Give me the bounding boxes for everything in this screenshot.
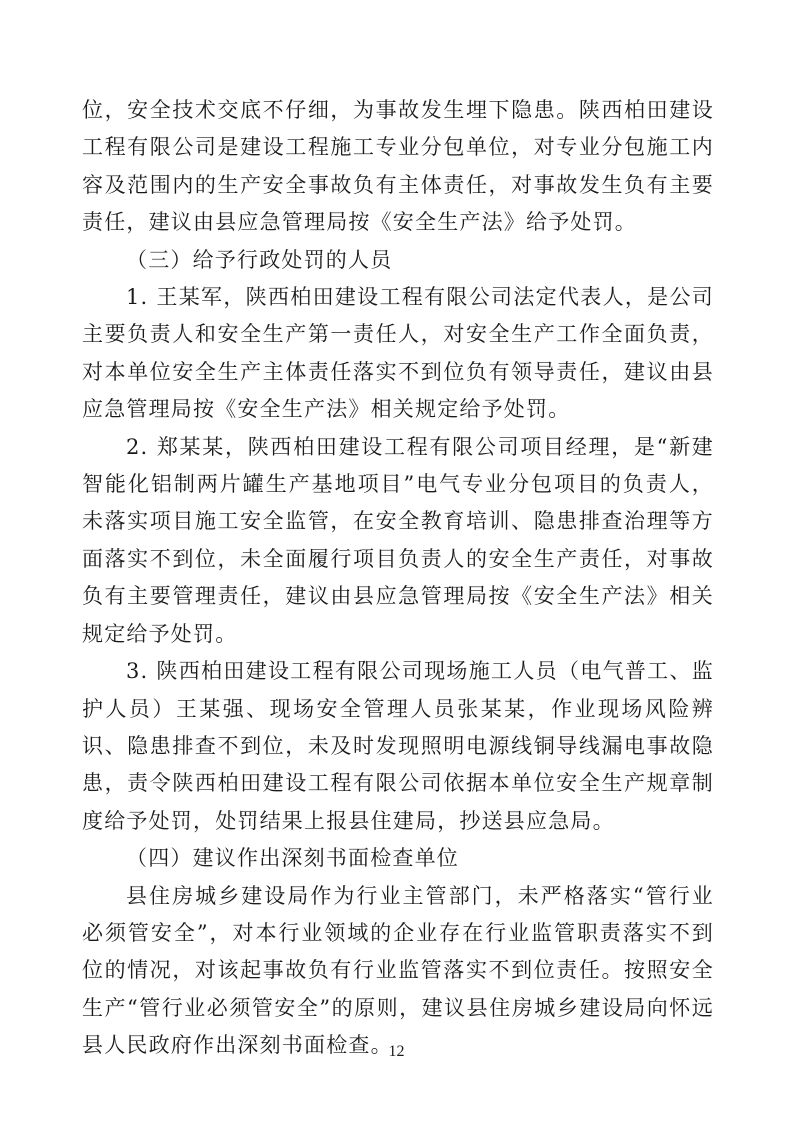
paragraph-continuation: 位，安全技术交底不仔细，为事故发生埋下隐患。陕西柏田建设工程有限公司是建设工程施工专业分包单位，对专业分包施工内容及范围内的生产安全事故负有主体责任，对事故发生负有主要责任，建议由县应急管理局按《安全生产法》给予处罚。 [82, 98, 714, 235]
document-body [82, 92, 714, 1065]
page-number: 12 [388, 1043, 405, 1060]
paragraph-written-review: 县住房城乡建设局作为行业主管部门，未严格落实“管行业必须管安全”，对本行业领域的企业存在行业监管职责落实不到位的情况，对该起事故负有行业监管落实不到位责任。按照安全生产“管行业必须管安全”的原则，建议县住房城乡建设局向怀远县人民政府作出深刻书面检查。 [82, 883, 714, 1058]
section-heading-written-review: （四）建议作出深刻书面检查单位 [126, 846, 459, 871]
paragraph-item-1: 1. 王某军，陕西柏田建设工程有限公司法定代表人，是公司主要负责人和安全生产第一责任人，对安全生产工作全面负责，对本单位安全生产主体责任落实不到位负有领导责任，建议由县应急管理局按《安全生产法》相关规定给予处罚。 [82, 285, 714, 422]
paragraph-item-3: 3. 陕西柏田建设工程有限公司现场施工人员（电气普工、监护人员）王某强、现场安全管理人员张某某，作业现场风险辨识、隐患排查不到位，未及时发现照明电源线铜导线漏电事故隐患，责令陕西柏田建设工程有限公司依据本单位安全生产规章制度给予处罚，处罚结果上报县住建局，抄送县应急局。 [82, 659, 714, 833]
paragraph-item-2: 2. 郑某某，陕西柏田建设工程有限公司项目经理，是“新建智能化铝制两片罐生产基地项目”电气专业分包项目的负责人，未落实项目施工安全监管，在安全教育培训、隐患排查治理等方面落实不到位，未全面履行项目负责人的安全生产责任，对事故负有主要管理责任，建议由县应急管理局按《安全生产法》相关规定给予处罚。 [82, 434, 714, 646]
section-heading-administrative-penalty: （三）给予行政处罚的人员 [126, 247, 393, 272]
